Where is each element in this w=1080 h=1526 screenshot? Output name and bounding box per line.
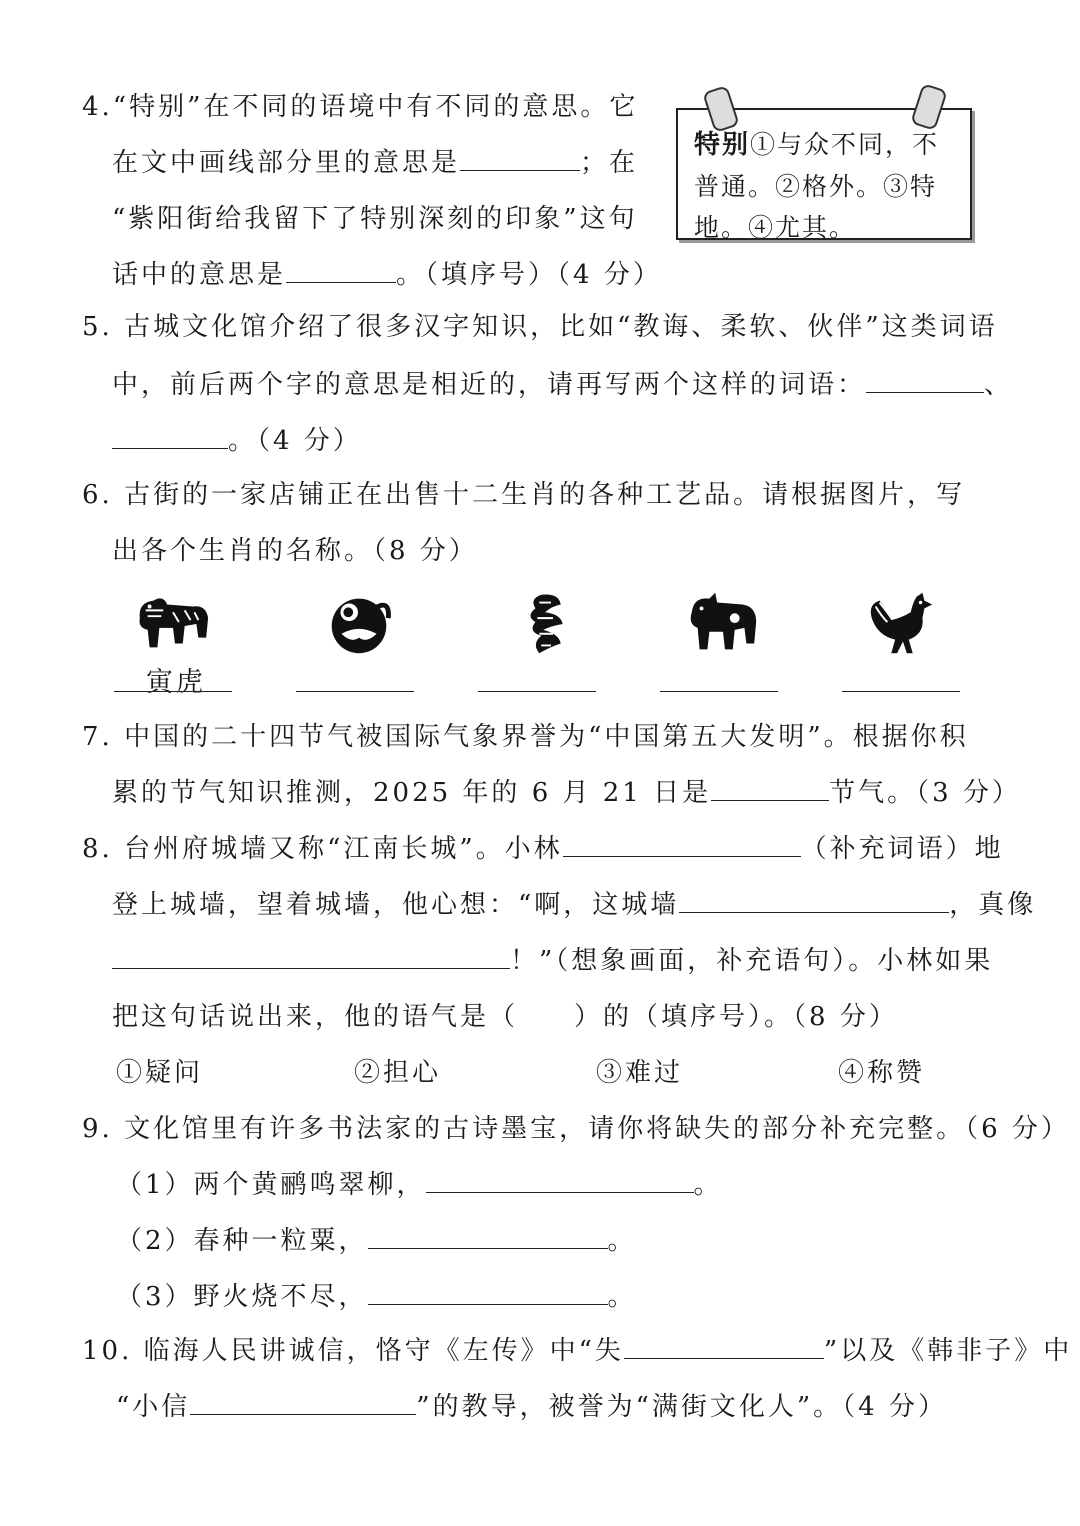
q8-line-1-text: 8. 台州府城墙又称“江南长城”。小林: [82, 834, 563, 864]
dog-papercut-icon: [684, 588, 762, 660]
q9-line-1: 9. 文化馆里有许多书法家的古诗墨宝，请你将缺失的部分补充完整。（6 分）: [82, 1114, 1070, 1144]
q9-blank-3[interactable]: [368, 1282, 608, 1305]
q4-line-3: “紫阳街给我留下了特别深刻的印象”这句: [112, 204, 638, 234]
q5-line-2: [112, 364, 1013, 401]
q9-poem-3: [116, 1276, 637, 1313]
q8-line-3-tail: ！”（想象画面，补充语句）。小林如果: [510, 946, 994, 976]
zodiac-answer-line-1[interactable]: [114, 691, 232, 692]
q4-line-2-tail: ；在: [580, 148, 639, 178]
q8-line-2: [112, 884, 1036, 921]
q5-line-3-tail: 。（4 分）: [228, 426, 362, 456]
q7-line-2-text: 累的节气知识推测，2025 年的 6 月 21 日是: [112, 778, 712, 808]
q10-blank-2[interactable]: [190, 1392, 416, 1415]
tiger-papercut-icon: [134, 588, 212, 660]
q9-poem-2-end: 。: [607, 1226, 637, 1256]
note-term: 特别: [694, 130, 751, 160]
q5-line-1: 5. 古城文化馆介绍了很多汉字知识，比如“教诲、柔软、伙伴”这类词语: [82, 312, 998, 342]
q8-line-2-tail: ，真像: [949, 890, 1037, 920]
q8-option-3: ③难过: [596, 1058, 684, 1088]
q7-line-2-tail: 节气。（3 分）: [829, 778, 1021, 808]
q8-option-1: ①疑问: [116, 1058, 204, 1088]
q5-line-2-tail: 、: [984, 370, 1014, 400]
q6-line-2: 出各个生肖的名称。（8 分）: [112, 536, 478, 566]
q4-line-4-tail: 。（填序号）（4 分）: [396, 260, 662, 290]
dragon-papercut-icon: [512, 588, 590, 660]
q9-poem-1-end: 。: [693, 1170, 723, 1200]
q8-line-4: [112, 996, 898, 1033]
q9-poem-3-text: （3）野火烧不尽，: [116, 1282, 368, 1312]
q9-poem-1-text: （1）两个黄鹂鸣翠柳，: [116, 1170, 426, 1200]
monkey-papercut-icon: [320, 588, 398, 660]
q10-line-1-text: 10. 临海人民讲诚信，恪守《左传》中“失: [82, 1336, 624, 1366]
q5-blank-2[interactable]: [112, 426, 228, 449]
q4-line-4: [112, 254, 662, 291]
q8-blank-1[interactable]: [563, 834, 801, 857]
q10-line-1: [82, 1330, 1072, 1367]
rooster-papercut-icon: [862, 588, 940, 660]
q8-blank-3[interactable]: [112, 946, 510, 969]
q9-blank-2[interactable]: [368, 1226, 608, 1249]
zodiac-example-answer: 寅虎: [146, 667, 206, 698]
q8-line-1: [82, 828, 1004, 865]
note-line-3: 地。④尤其。: [694, 213, 857, 242]
q4-line-2-text: 在文中画线部分里的意思是: [112, 148, 461, 178]
q5-line-3: [112, 420, 362, 457]
q6-line-1: 6. 古街的一家店铺正在出售十二生肖的各种工艺品。请根据图片，写: [82, 480, 966, 510]
q9-blank-1[interactable]: [426, 1170, 694, 1193]
q9-poem-1: [116, 1164, 723, 1201]
q7-line-1: 7. 中国的二十四节气被国际气象界誉为“中国第五大发明”。根据你积: [82, 722, 969, 752]
zodiac-answer-line-4[interactable]: [660, 691, 778, 692]
q9-poem-2: [116, 1220, 637, 1257]
q9-poem-3-end: 。: [607, 1282, 637, 1312]
q4-line-2: [112, 142, 638, 179]
q4-line-1: 4.“特别”在不同的语境中有不同的意思。它: [82, 92, 639, 122]
q8-option-4: ④称赞: [838, 1058, 926, 1088]
q5-blank-1[interactable]: [866, 370, 984, 393]
q4-blank-1[interactable]: [460, 148, 580, 171]
q8-blank-2[interactable]: [679, 890, 949, 913]
q8-line-4-tail: ）的（填序号）。（8 分）: [574, 1002, 898, 1032]
q8-option-2: ②担心: [354, 1058, 442, 1088]
q7-blank[interactable]: [711, 778, 829, 801]
q5-line-2-text: 中，前后两个字的意思是相近的，请再写两个这样的词语：: [112, 370, 867, 400]
q10-line-2: [116, 1386, 947, 1423]
zodiac-answer-line-2[interactable]: [296, 691, 414, 692]
q7-line-2: [112, 772, 1021, 809]
q9-poem-2-text: （2）春种一粒粟，: [116, 1226, 368, 1256]
q8-line-2-text: 登上城墙，望着城墙，他心想：“啊，这城墙: [112, 890, 680, 920]
zodiac-answer-line-5[interactable]: [842, 691, 960, 692]
q10-line-2-text: “小信: [116, 1392, 191, 1422]
q8-line-4-text: 把这句话说出来，他的语气是（: [112, 1002, 519, 1032]
q10-line-1-tail: ”以及《韩非子》中: [823, 1336, 1073, 1366]
q4-blank-2[interactable]: [286, 260, 396, 283]
zodiac-answer-line-3[interactable]: [478, 691, 596, 692]
q8-line-3: [112, 940, 993, 977]
note-line-2: 普通。②格外。③特: [694, 172, 938, 201]
q8-line-1-tail: （补充词语）地: [800, 834, 1004, 864]
q10-line-2-tail: ”的教导，被誉为“满街文化人”。（4 分）: [416, 1392, 947, 1422]
note-line-1: ①与众不同，不: [750, 130, 940, 159]
q4-line-4-text: 话中的意思是: [112, 260, 287, 290]
q10-blank-1[interactable]: [624, 1336, 824, 1359]
